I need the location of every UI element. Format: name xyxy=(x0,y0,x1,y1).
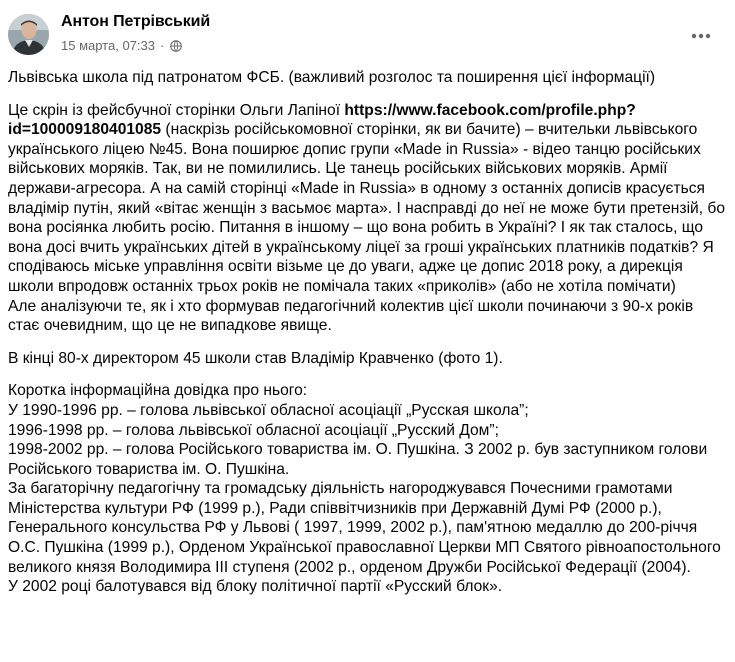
bio-line: Коротка інформаційна довідка про нього: xyxy=(8,382,308,400)
post-body xyxy=(8,68,728,597)
paragraph-1-suffix: (наскрізь російськомовної сторінки, як ви бачите) – вчительки львівського українського ліцею №45. Вона поширює допис групи «Made in Russia» - відео танцю російських військових моряків. Так, ви не помилились. Це танець російських військових моряків. Армії держави-агресора. А на самій сторінці «Made in Russia» в одному з останніх дописів красується владімір путін, який «вітає женщін з васьмоє марта». І насправді до неї не може бути претензій, бо вона росіянка любить росію. Питання в іншому – що вона робить в Україні? І як так сталось, що вона досі вчить українських дітей в українському ліцеї за гроші українських платників податків? Я сподіваюсь міське управління освіти візьме це до уваги, адже це допис 2018 року, а дирекція школи впродовж останніх трьох років не помічала таких «приколів» (або не хотіла помічати) xyxy=(8,121,726,295)
post-meta xyxy=(61,38,182,53)
post-header xyxy=(0,0,735,62)
bio-line: 1998-2002 рр. – голова Російського товариства ім. О. Пушкіна. З 2002 р. був заступником голови Російського товариства ім. О. Пушкіна. xyxy=(8,441,708,478)
post-title: Львівська школа під патронатом ФСБ. (важливий розголос та поширення цієї інформації) xyxy=(8,69,656,86)
profile-link[interactable]: https://www.facebook.com/profile.php?id=100009180401085 xyxy=(8,101,636,139)
paragraph-1-prefix: Це скрін із фейсбучної сторінки Ольги Лапіної xyxy=(8,101,345,119)
bio-line: 1996-1998 рр. – голова львівської обласної асоціації „Русский Дом”; xyxy=(8,421,499,439)
bio-line: У 1990-1996 рр. – голова львівської обласної асоціації „Русская школа”; xyxy=(8,401,529,419)
paragraph-1 xyxy=(8,101,728,297)
globe-icon[interactable] xyxy=(170,40,182,52)
post-date[interactable]: 15 марта, 07:33 xyxy=(61,38,155,53)
profile-photo xyxy=(8,14,49,55)
more-horizontal-icon xyxy=(691,33,711,39)
meta-separator: · xyxy=(159,38,165,53)
author-name[interactable]: Антон Петрівський xyxy=(61,13,211,30)
paragraph-2: Але аналізуючи те, як і хто формував педагогічний колектив цієї школи починаючи з 90-х років стає очевидним, що це не випадкове явище. xyxy=(8,297,694,335)
bio-line: У 2002 році балотувався від блоку політичної партії «Русский блок». xyxy=(8,578,503,596)
more-options-button[interactable] xyxy=(683,18,719,54)
bio-line: За багаторічну педагогічну та громадську діяльність нагороджувався Почесними грамотами Міністерства культури РФ (1999 р.), Ради співвітчизників при Державній Думі РФ (2000 р.), Генерального консульства РФ у Львові ( 1997, 1999, 2002 р.), пам'ятною медаллю до 200-річчя О.С. Пушкіна (1999 р.), Орденом Української православної Церкви МП Святого рівноапостольного великого князя Володимира III ступеня (2002 р., орденом Дружби Російської Федерації (2004). xyxy=(8,480,721,576)
author-avatar[interactable] xyxy=(8,14,49,55)
paragraph-3: В кінці 80-х директором 45 школи став Владімір Кравченко (фото 1). xyxy=(8,349,503,367)
